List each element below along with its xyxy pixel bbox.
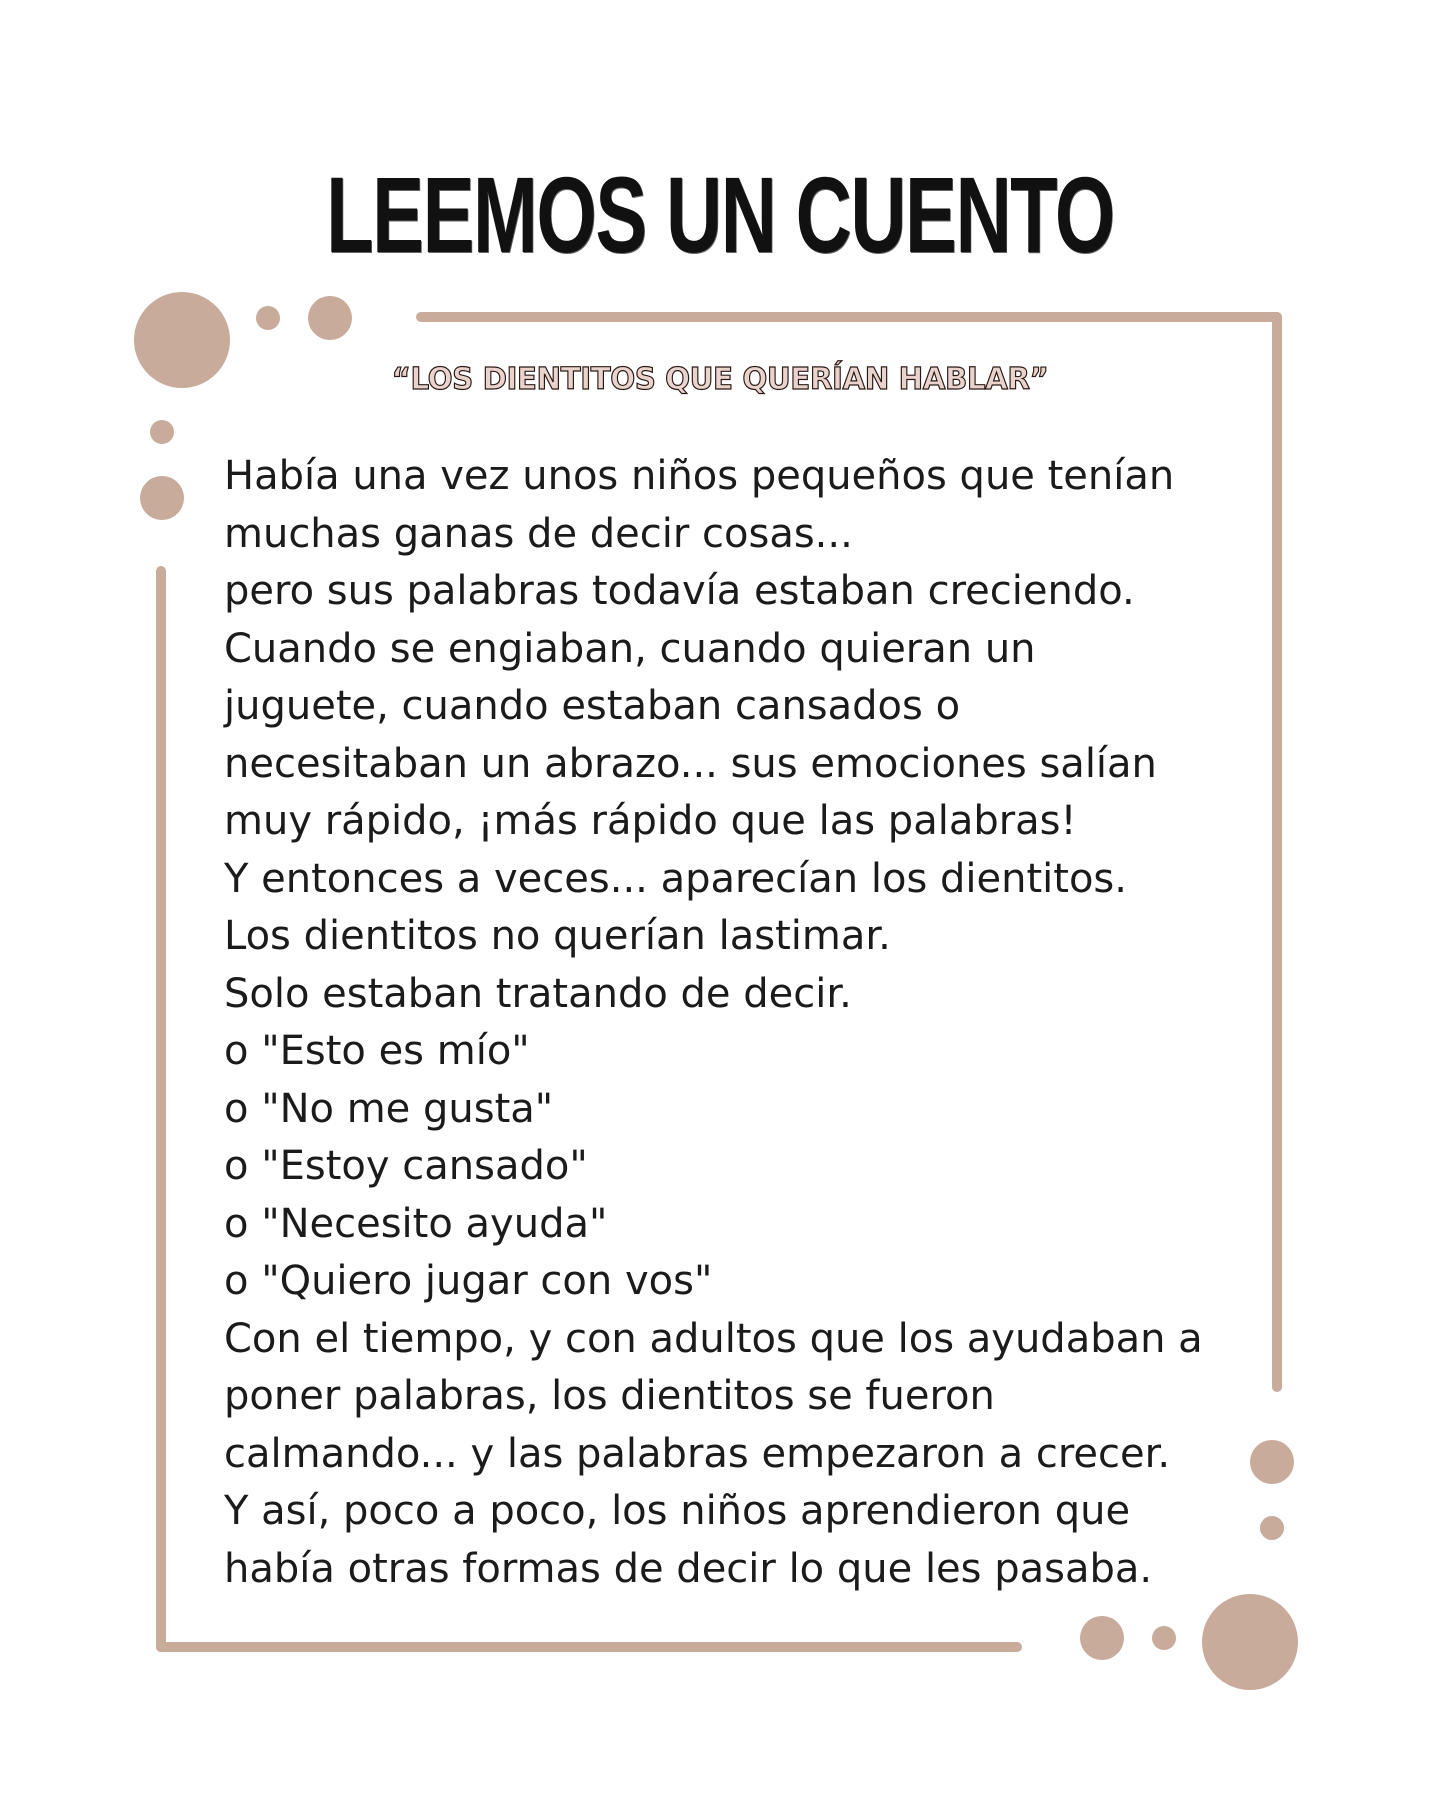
- frame-top-line: [416, 312, 1282, 322]
- decor-dot-medium-left: [140, 476, 184, 520]
- story-line: o "Necesito ayuda": [224, 1200, 608, 1247]
- story-line: poner palabras, los dientitos se fueron: [224, 1373, 995, 1419]
- story-line: Los dientitos no querían lastimar.: [224, 913, 891, 959]
- story-line: había otras formas de decir lo que les pasaba.: [224, 1545, 1153, 1592]
- decor-dot-small-top: [256, 306, 280, 330]
- page-title: LEEMOS UN CUENTO: [326, 154, 1114, 275]
- story-subtitle: “LOS DIENTITOS QUE QUERÍAN HABLAR”: [391, 362, 1049, 397]
- story-text: [224, 448, 1234, 1598]
- story-line: muchas ganas de decir cosas...: [224, 510, 853, 557]
- decor-dot-large-bottom: [1202, 1594, 1298, 1690]
- story-line: o "Estoy cansado": [224, 1143, 588, 1189]
- story-line: Y entonces a veces... aparecían los dientitos.: [224, 855, 1127, 902]
- story-line: Había una vez unos niños pequeños que tenían: [224, 453, 1175, 499]
- story-line: o "No me gusta": [224, 1085, 554, 1132]
- decor-dot-medium-right: [1250, 1440, 1294, 1484]
- story-line: Con el tiempo, y con adultos que los ayudaban a: [224, 1315, 1203, 1362]
- frame-bottom-line: [156, 1642, 1022, 1652]
- decor-dot-medium-top: [308, 296, 352, 340]
- story-line: juguete, cuando estaban cansados o: [224, 683, 961, 729]
- decor-dot-tiny-left: [150, 420, 174, 444]
- decor-dot-small-bottom: [1152, 1626, 1176, 1650]
- story-line: Y así, poco a poco, los niños aprendieron que: [224, 1488, 1131, 1534]
- story-line: calmando... y las palabras empezaron a crecer.: [224, 1430, 1171, 1477]
- story-line: necesitaban un abrazo... sus emociones salían: [224, 740, 1157, 787]
- frame-right-line: [1272, 312, 1282, 1392]
- decor-dot-medium-bottom: [1080, 1616, 1124, 1660]
- frame-left-line: [156, 566, 166, 1652]
- decor-dot-tiny-right: [1260, 1516, 1284, 1540]
- story-line: o "Esto es mío": [224, 1028, 530, 1074]
- story-line: Solo estaban tratando de decir.: [224, 970, 852, 1017]
- story-line: o "Quiero jugar con vos": [224, 1258, 713, 1304]
- story-line: pero sus palabras todavía estaban creciendo.: [224, 568, 1135, 614]
- story-line: muy rápido, ¡más rápido que las palabras!: [224, 798, 1077, 844]
- story-line: Cuando se engiaban, cuando quieran un: [224, 625, 1036, 672]
